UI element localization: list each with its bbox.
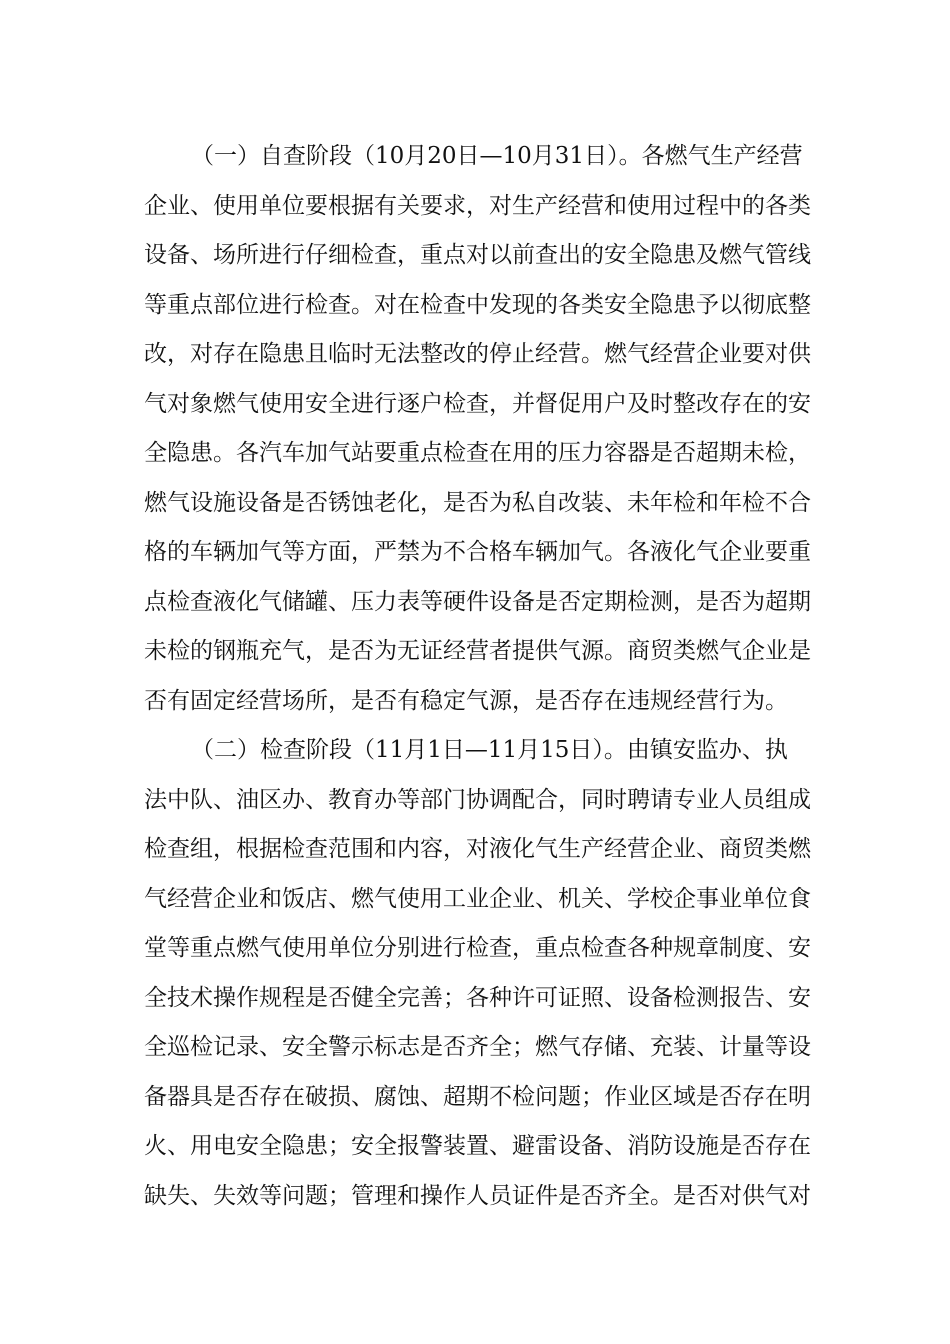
text-line: 燃气设施设备是否锈蚀老化，是否为私自改装、未年检和年检不合	[144, 489, 811, 516]
text-line: （一）自查阶段（10月20日—10月31日）。各燃气生产经营	[191, 143, 803, 169]
text-line: 等重点部位进行检查。对在检查中发现的各类安全隐患予以彻底整	[144, 291, 811, 318]
text-line: 改，对存在隐患且临时无法整改的停止经营。燃气经营企业要对供	[144, 341, 811, 367]
text-line: 堂等重点燃气使用单位分别进行检查，重点检查各种规章制度、安	[144, 935, 811, 961]
text-line: 气经营企业和饭店、燃气使用工业企业、机关、学校企事业单位食	[144, 885, 811, 912]
text-line: （二）检查阶段（11月1日—11月15日）。由镇安监办、执	[191, 737, 788, 763]
paragraph-inspection-stage	[144, 726, 810, 1221]
text-line: 点检查液化气储罐、压力表等硬件设备是否定期检测，是否为超期	[144, 588, 811, 615]
text-line: 检查组，根据检查范围和内容，对液化气生产经营企业、商贸类燃	[144, 836, 811, 862]
document-body	[144, 132, 810, 1221]
text-line: 备器具是否存在破损、腐蚀、超期不检问题；作业区域是否存在明	[144, 1083, 811, 1110]
text-line: 未检的钢瓶充气，是否为无证经营者提供气源。商贸类燃气企业是	[144, 638, 811, 664]
text-line: 缺失、失效等问题；管理和操作人员证件是否齐全。是否对供气对	[144, 1182, 811, 1209]
text-line: 全技术操作规程是否健全完善；各种许可证照、设备检测报告、安	[144, 984, 811, 1011]
text-line: 格的车辆加气等方面，严禁为不合格车辆加气。各液化气企业要重	[144, 539, 811, 565]
text-line: 法中队、油区办、教育办等部门协调配合，同时聘请专业人员组成	[144, 786, 811, 813]
text-line: 气对象燃气使用安全进行逐户检查，并督促用户及时整改存在的安	[144, 390, 811, 417]
text-line: 全隐患。各汽车加气站要重点检查在用的压力容器是否超期未检，	[144, 440, 811, 466]
text-line: 设备、场所进行仔细检查，重点对以前查出的安全隐患及燃气管线	[144, 242, 811, 268]
text-line: 否有固定经营场所，是否有稳定气源，是否存在违规经营行为。	[144, 687, 788, 714]
text-line: 全巡检记录、安全警示标志是否齐全；燃气存储、充装、计量等设	[144, 1034, 811, 1060]
paragraph-self-inspection	[144, 132, 810, 726]
text-line: 企业、使用单位要根据有关要求，对生产经营和使用过程中的各类	[144, 192, 811, 219]
text-line: 火、用电安全隐患；安全报警装置、避雷设备、消防设施是否存在	[144, 1133, 811, 1159]
